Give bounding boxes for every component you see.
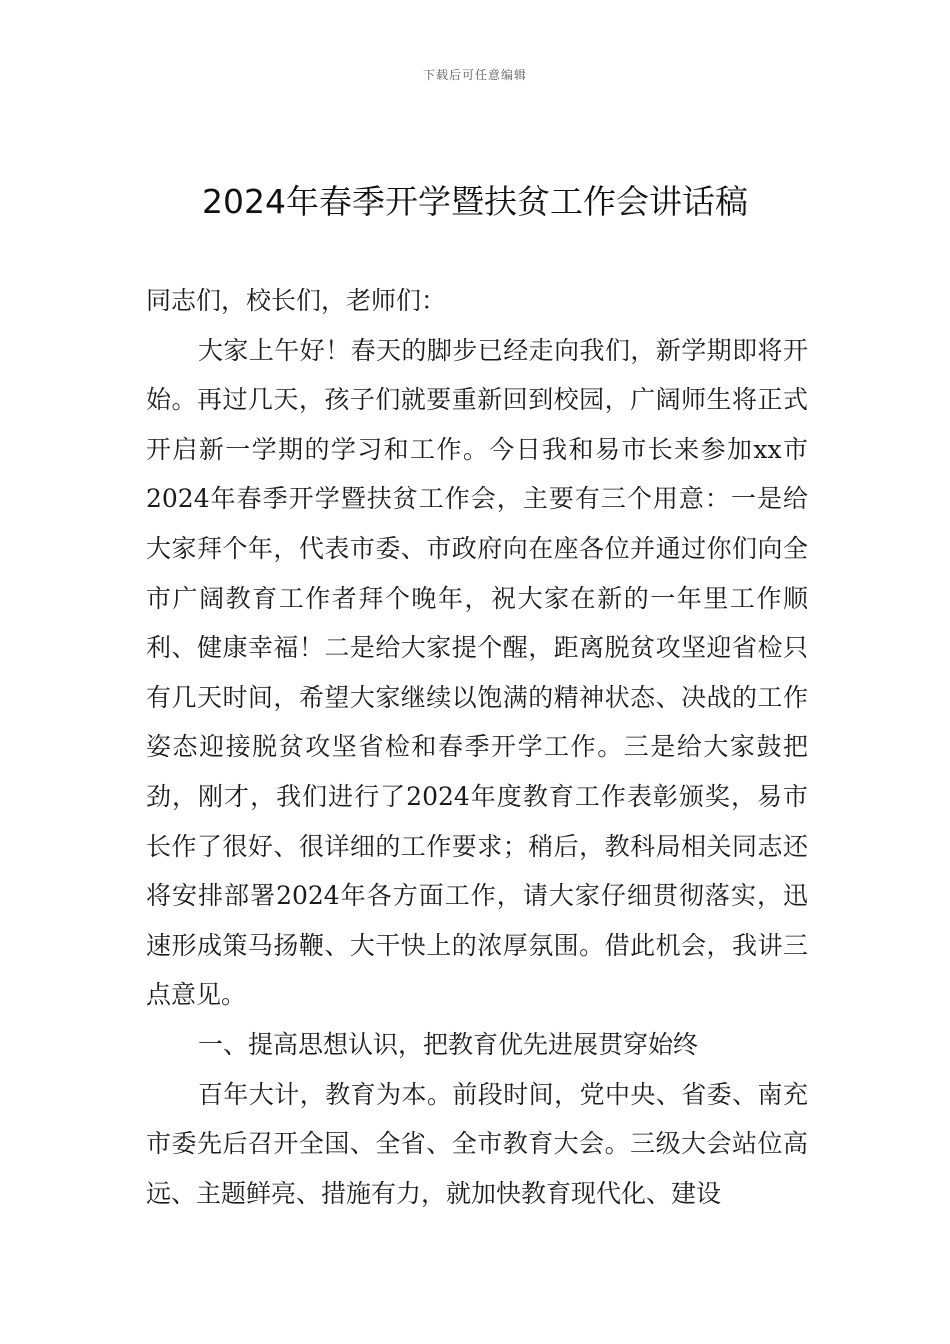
document-body bbox=[146, 276, 808, 1218]
section-heading-1: 一、提高思想认识，把教育优先进展贯穿始终 bbox=[198, 1029, 699, 1059]
document-title: 2024年春季开学暨扶贫工作会讲话稿 bbox=[202, 182, 748, 221]
paragraph-section-1: 百年大计，教育为本。前段时间，党中央、省委、南充市委先后召开全国、全省、全市教育大会。三级大会站位高远、主题鲜亮、措施有力，就加快教育现代化、建设 bbox=[146, 1079, 808, 1208]
salutation: 同志们，校长们，老师们： bbox=[146, 286, 447, 315]
paragraph-intro: 大家上午好！春天的脚步已经走向我们，新学期即将开始。再过几天，孩子们就要重新回到校园，广阔师生将正式开启新一学期的学习和工作。今日我和易市长来参加xx市2024年春季开学暨扶贫工作会，主要有三个用意：一是给大家拜个年，代表市委、市政府向在座各位并通过你们向全市广阔教育工作者拜个晚年，祝大家在新的一年里工作顺利、健康幸福！二是给大家提个醒，距离脱贫攻坚迎省检只有几天时间，希望大家继续以饱满的精神状态、决战的工作姿态迎接脱贫攻坚省检和春季开学工作。三是给大家鼓把劲，刚才，我们进行了2024年度教育工作表彰颁奖，易市长作了很好、很详细的工作要求；稍后，教科局相关同志还将安排部署2024年各方面工作，请大家仔细贯彻落实，迅速形成策马扬鞭、大干快上的浓厚氛围。借此机会，我讲三点意见。 bbox=[146, 335, 808, 1010]
page-header-note: 下载后可任意编辑 bbox=[422, 68, 527, 82]
